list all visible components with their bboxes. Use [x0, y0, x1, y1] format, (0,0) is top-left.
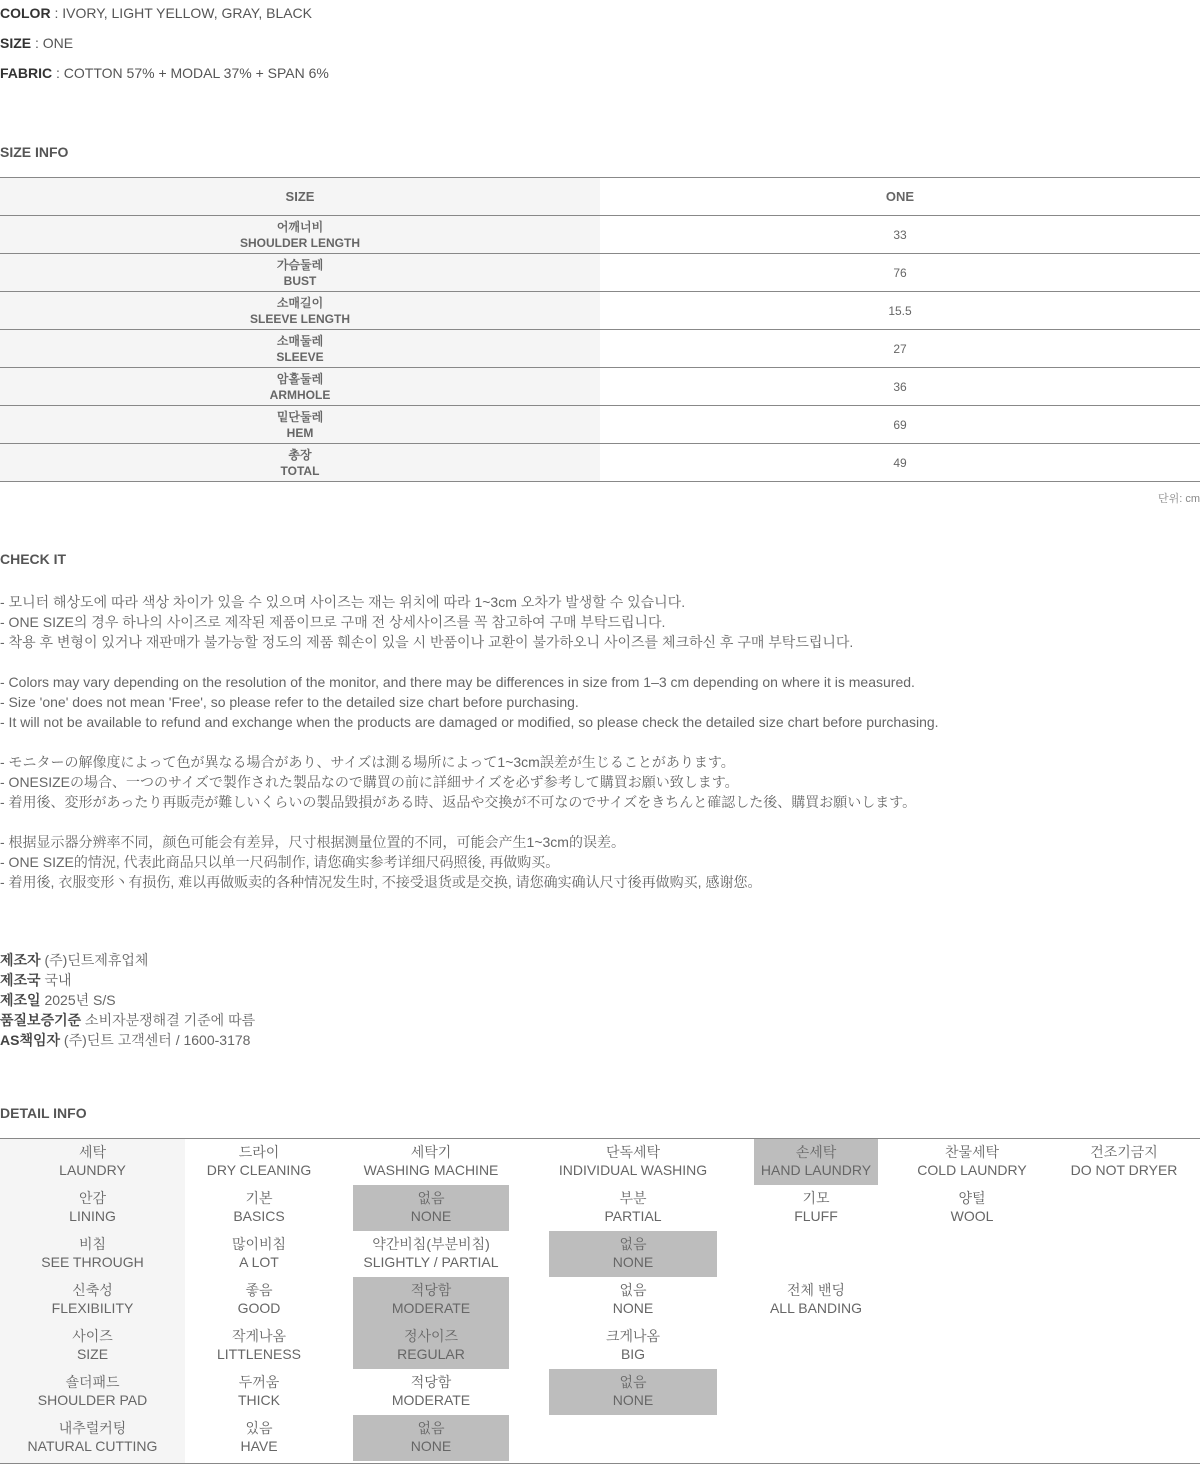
detail-option-selected-ko: 적당함: [410, 1282, 452, 1298]
measure-label: [0, 254, 600, 292]
measure-value: 69: [600, 406, 1200, 444]
detail-option-selected: [353, 1185, 509, 1231]
detail-option: [353, 1231, 509, 1277]
check-it-notes: [0, 592, 1200, 892]
detail-row-header-en: SIZE: [76, 1346, 109, 1362]
note-zh-1: - 根据显示器分辨率不同，颜色可能会有差异，尺寸根据测量位置的不同，可能会产生1~3cm的误差。: [0, 834, 625, 850]
detail-option-selected-ko: 없음: [417, 1420, 445, 1436]
table-row: [0, 368, 1200, 406]
table-row: [0, 216, 1200, 254]
maker-value: 2025년 S/S: [40, 992, 116, 1008]
detail-option-ko: 기모: [802, 1190, 830, 1206]
spec-color-label: COLOR: [0, 5, 51, 21]
detail-option-selected-en: NONE: [410, 1438, 452, 1454]
maker-label: AS책임자: [0, 1032, 61, 1048]
detail-option: [549, 1185, 717, 1231]
maker-value: (주)딘트 고객센터 / 1600-3178: [60, 1032, 251, 1048]
detail-option-en: DO NOT DRYER: [1070, 1162, 1178, 1178]
note-zh-3: - 着用後, 衣服变形丶有损伤, 难以再做贩卖的各种情况发生时, 不接受退货或是交换, 请您确实确认尺寸後再做购买, 感谢您。: [0, 874, 762, 890]
detail-row-header-en: SHOULDER PAD: [37, 1392, 148, 1408]
measure-label-ko: 소매둘레: [276, 333, 324, 348]
maker-label: 품질보증기준: [0, 1012, 82, 1028]
detail-option-selected: [353, 1415, 509, 1461]
measure-label: [0, 216, 600, 254]
detail-row-header-en: NATURAL CUTTING: [27, 1438, 158, 1454]
detail-option-ko: 있음: [245, 1420, 273, 1436]
detail-option: [353, 1369, 509, 1415]
maker-value: 국내: [40, 972, 72, 988]
spec-color: [0, 5, 312, 21]
detail-option-selected-ko: 손세탁: [795, 1144, 837, 1160]
detail-row-header: [0, 1231, 185, 1277]
detail-row-header-en: SEE THROUGH: [41, 1254, 144, 1270]
size-header-label: SIZE: [0, 178, 600, 216]
detail-option-selected-ko: 없음: [417, 1190, 445, 1206]
measure-label: [0, 444, 600, 482]
detail-row-header-en: LINING: [69, 1208, 116, 1224]
detail-option-selected-en: NONE: [612, 1392, 654, 1408]
maker-label: 제조자: [0, 952, 41, 968]
note-ko-1: - 모니터 해상도에 따라 색상 차이가 있을 수 있으며 사이즈는 재는 위치에 따라 1~3cm 오차가 발생할 수 있습니다.: [0, 594, 686, 610]
measure-label-ko: 총장: [288, 447, 312, 462]
detail-row-header-en: FLEXIBILITY: [51, 1300, 134, 1316]
detail-option-ko: 많이비침: [231, 1236, 287, 1252]
note-ko-2: - ONE SIZE의 경우 하나의 사이즈로 제작된 제품이므로 구매 전 상세사이즈를 꼭 참고하여 구매 부탁드립니다.: [0, 614, 666, 630]
size-table: [0, 177, 1200, 482]
detail-option-en: WOOL: [950, 1208, 994, 1224]
detail-option-en: NONE: [612, 1300, 654, 1316]
detail-row-header: [0, 1323, 185, 1369]
detail-option-selected-en: MODERATE: [391, 1300, 471, 1316]
detail-option-ko: 단독세탁: [605, 1144, 661, 1160]
measure-label: [0, 406, 600, 444]
measure-label-ko: 소매길이: [276, 295, 324, 310]
detail-option-ko: 기본: [245, 1190, 273, 1206]
spec-size-value: : ONE: [31, 35, 74, 51]
spec-fabric: [0, 65, 329, 81]
detail-option-en: MODERATE: [391, 1392, 471, 1408]
size-table-header: [0, 178, 1200, 216]
measure-label-ko: 암홀둘레: [276, 371, 324, 386]
detail-option-en: BIG: [620, 1346, 646, 1362]
detail-option-en: INDIVIDUAL WASHING: [558, 1162, 708, 1178]
detail-option-ko: 두꺼움: [238, 1374, 280, 1390]
measure-value: 27: [600, 330, 1200, 368]
maker-value: 소비자분쟁해결 기준에 따름: [81, 1012, 256, 1028]
measure-value: 49: [600, 444, 1200, 482]
spec-size-label: SIZE: [0, 35, 32, 51]
table-row: [0, 254, 1200, 292]
detail-option-ko: 부분: [619, 1190, 647, 1206]
detail-row-header-ko: 신축성: [72, 1282, 113, 1298]
measure-value: 36: [600, 368, 1200, 406]
detail-row-header-ko: 세탁: [78, 1144, 107, 1160]
measure-value: 33: [600, 216, 1200, 254]
note-zh-2: - ONE SIZE的情況, 代表此商品只以单一尺码制作, 请您确实参考详细尺码照後, 再做购买。: [0, 854, 560, 870]
detail-row-header-ko: 숄더패드: [65, 1374, 120, 1390]
detail-row-header: [0, 1277, 185, 1323]
detail-option: [185, 1231, 333, 1277]
note-ja-1: - モニターの解像度によって色が異なる場合があり、サイズは測る場所によって1~3cm誤差が生じることがあります。: [0, 754, 735, 770]
detail-option-selected: [549, 1231, 717, 1277]
detail-option-en: ALL BANDING: [769, 1300, 863, 1316]
note-en-3: - It will not be available to refund and exchange when the products are damaged or modified, so please check the detailed size chart before purchasing.: [0, 714, 939, 730]
detail-option: [185, 1323, 333, 1369]
detail-option-en: HAVE: [240, 1438, 278, 1454]
maker-row: [0, 990, 255, 1010]
maker-row: [0, 950, 255, 970]
maker-row: [0, 1010, 255, 1030]
detail-option-selected-en: NONE: [612, 1254, 654, 1270]
table-row: [0, 406, 1200, 444]
maker-label: 제조국: [0, 972, 41, 988]
spec-fabric-label: FABRIC: [0, 65, 53, 81]
maker-label: 제조일: [0, 992, 41, 1008]
detail-option-en: THICK: [238, 1392, 280, 1408]
size-info-title: SIZE INFO: [0, 144, 69, 160]
detail-option-ko: 찬물세탁: [944, 1144, 1000, 1160]
table-row: [0, 292, 1200, 330]
detail-row-header-ko: 안감: [78, 1190, 107, 1206]
measure-label-ko: 밑단둘레: [276, 409, 324, 424]
detail-option: [878, 1185, 1066, 1231]
detail-option-ko: 약간비침(부분비침): [372, 1236, 490, 1252]
detail-option: [549, 1277, 717, 1323]
detail-option: [878, 1139, 1066, 1185]
size-header-value: ONE: [600, 178, 1200, 216]
detail-row-header-ko: 내추럴커팅: [58, 1420, 127, 1436]
measure-label: [0, 330, 600, 368]
detail-option-en: BASICS: [233, 1208, 285, 1224]
detail-option-selected: [353, 1277, 509, 1323]
detail-option-ko: 없음: [619, 1282, 647, 1298]
detail-option-en: COLD LAUNDRY: [917, 1162, 1027, 1178]
measure-label-ko: 가슴둘레: [276, 257, 324, 272]
check-it-title: CHECK IT: [0, 551, 67, 567]
detail-row-header-en: LAUNDRY: [59, 1162, 126, 1178]
detail-option: [353, 1139, 509, 1185]
measure-value: 15.5: [600, 292, 1200, 330]
detail-option-selected-en: NONE: [410, 1208, 452, 1224]
detail-option: [185, 1415, 333, 1461]
detail-row-header: [0, 1369, 185, 1415]
detail-info-title: DETAIL INFO: [0, 1105, 87, 1121]
detail-option: [185, 1185, 333, 1231]
detail-option: [185, 1277, 333, 1323]
spec-size: [0, 35, 73, 51]
measure-label-en: TOTAL: [280, 463, 320, 478]
detail-option-selected: [353, 1323, 509, 1369]
detail-option-selected-ko: 정사이즈: [403, 1328, 459, 1344]
measure-label-en: SLEEVE: [276, 349, 324, 364]
maker-value: (주)딘트제휴업체: [40, 952, 149, 968]
detail-option: [549, 1139, 717, 1185]
note-ko-3: - 착용 후 변형이 있거나 재판매가 불가능할 정도의 제품 훼손이 있을 시 반품이나 교환이 불가하오니 사이즈를 체크하신 후 구매 부탁드립니다.: [0, 634, 854, 650]
detail-option-ko: 작게나옴: [231, 1328, 287, 1344]
note-ja-3: - 着用後、変形があったり再販売が難しいくらいの製品毀損がある時、返品や交換が不可なのでサイズをきちんと確認した後、購買お願いします。: [0, 794, 917, 810]
detail-option-en: PARTIAL: [604, 1208, 662, 1224]
table-row: [0, 330, 1200, 368]
detail-option-ko: 적당함: [410, 1374, 452, 1390]
detail-option-selected-ko: 없음: [619, 1374, 647, 1390]
spec-fabric-value: : COTTON 57% + MODAL 37% + SPAN 6%: [52, 65, 329, 81]
detail-option: [754, 1277, 878, 1323]
measure-label-en: BUST: [283, 273, 317, 288]
detail-option-selected: [549, 1369, 717, 1415]
detail-option-ko: 세탁기: [410, 1144, 452, 1160]
measure-value: 76: [600, 254, 1200, 292]
detail-option-ko: 드라이: [238, 1144, 280, 1160]
detail-option: [754, 1185, 878, 1231]
table-row: [0, 444, 1200, 482]
detail-option-selected-en: HAND LAUNDRY: [760, 1162, 872, 1178]
measure-label: [0, 292, 600, 330]
note-en-2: - Size 'one' does not mean 'Free', so please refer to the detailed size chart before purchasing.: [0, 694, 579, 710]
detail-option: [185, 1369, 333, 1415]
detail-option: [549, 1323, 717, 1369]
detail-option-en: SLIGHTLY / PARTIAL: [363, 1254, 499, 1270]
detail-row-header-ko: 사이즈: [72, 1328, 113, 1344]
detail-option-en: LITTLENESS: [216, 1346, 302, 1362]
measure-label-ko: 어깨너비: [276, 219, 324, 234]
detail-option: [185, 1139, 333, 1185]
detail-info-grid: [0, 1138, 1200, 1464]
detail-row-header: [0, 1185, 185, 1231]
detail-option-en: DRY CLEANING: [206, 1162, 312, 1178]
maker-row: [0, 970, 255, 990]
measure-label-en: ARMHOLE: [269, 387, 331, 402]
detail-option-selected: [754, 1139, 878, 1185]
detail-option-selected-ko: 없음: [619, 1236, 647, 1252]
detail-row-header: [0, 1139, 185, 1185]
note-ja-2: - ONESIZEの場合、一つのサイズで製作された製品なので購買の前に詳細サイズを必ず参考して購買お願い致します。: [0, 774, 739, 790]
size-unit: 단위: cm: [1157, 493, 1200, 505]
detail-option-ko: 전체 밴딩: [787, 1282, 845, 1298]
detail-option-ko: 양털: [958, 1190, 986, 1206]
spec-color-value: : IVORY, LIGHT YELLOW, GRAY, BLACK: [50, 5, 313, 21]
detail-option-en: FLUFF: [794, 1208, 838, 1224]
detail-option-en: GOOD: [237, 1300, 281, 1316]
measure-label-en: SHOULDER LENGTH: [240, 235, 360, 250]
measure-label-en: SLEEVE LENGTH: [249, 311, 350, 326]
maker-row: [0, 1030, 255, 1050]
measure-label-en: HEM: [286, 425, 314, 440]
note-en-1: - Colors may vary depending on the resolution of the monitor, and there may be differences in size from 1–3 cm depending on where it is measured.: [0, 674, 915, 690]
detail-option-ko: 크게나옴: [605, 1328, 661, 1344]
detail-row-header-ko: 비침: [78, 1236, 107, 1252]
detail-option-ko: 건조기금지: [1090, 1144, 1158, 1160]
measure-label: [0, 368, 600, 406]
detail-option: [1048, 1139, 1200, 1185]
manufacturer-info: [0, 950, 255, 1050]
detail-option-selected-en: REGULAR: [397, 1346, 465, 1362]
detail-row-header: [0, 1415, 185, 1461]
detail-option-en: A LOT: [239, 1254, 279, 1270]
detail-option-en: WASHING MACHINE: [363, 1162, 499, 1178]
detail-option-ko: 좋음: [245, 1282, 273, 1298]
